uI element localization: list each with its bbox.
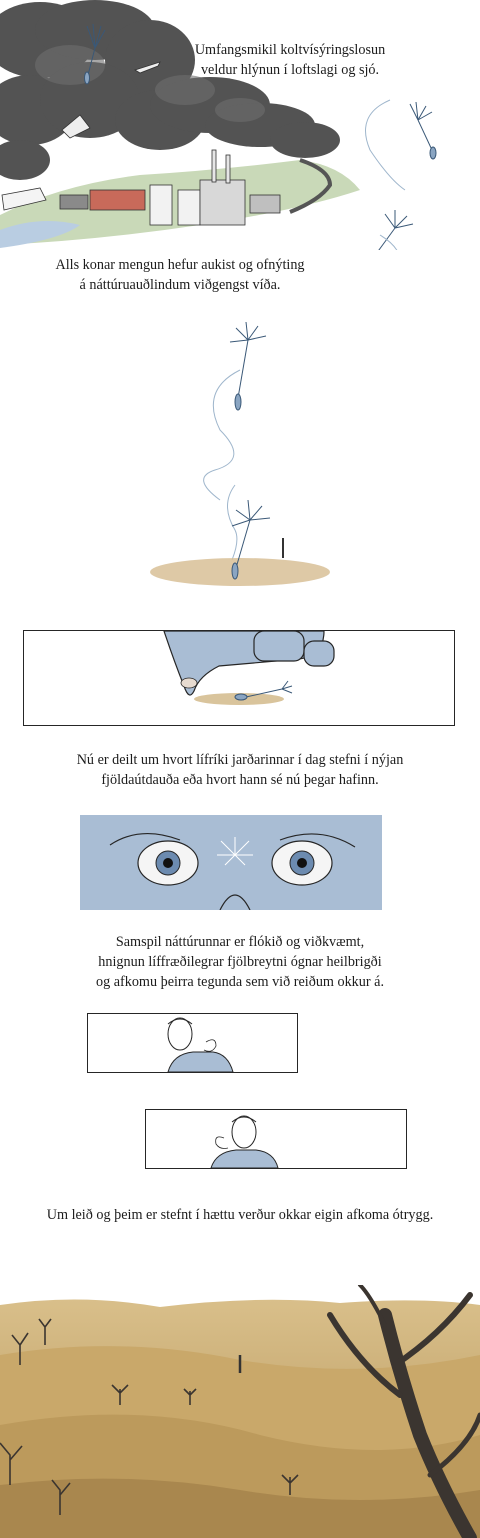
caption-pollution: Alls konar mengun hefur aukist og ofnýting á náttúruauðlindum viðgengst víða. <box>55 257 305 293</box>
wind-trail <box>366 100 406 190</box>
caption-emissions: Umfangsmikil koltvísýringslosun veldur hlýnun í loftslagi og sjó. <box>194 42 386 78</box>
caption-extinction: Nú er deilt um hvort lífríki jarðarinnar í dag stefni í nýjan fjöldaútdauða eða hvort hann sé nú þegar hafinn. <box>76 752 404 788</box>
falling-seed-illustration <box>140 310 340 600</box>
right-eye <box>272 841 332 885</box>
dandelion-seed-icon <box>364 210 413 250</box>
wind-trail <box>380 235 401 250</box>
head <box>232 1116 256 1148</box>
motion-lines <box>216 1137 228 1149</box>
hand-panel <box>23 630 455 726</box>
eyes-panel <box>80 815 382 910</box>
dandelion-seed-icon <box>230 322 266 410</box>
left-eye <box>138 841 198 885</box>
dandelion-seed-icon <box>217 837 253 865</box>
man-panel-left <box>87 1013 298 1073</box>
shoulders <box>168 1052 233 1072</box>
caption-biodiversity: Samspil náttúrunnar er flókið og viðkvæmt, hnignun líffræðilegrar fjölbreytni ógnar heilbrigði og afkomu þeirra tegunda sem við reiðum okkur á. <box>95 934 384 990</box>
wind-trail <box>204 370 240 500</box>
man-panel-right <box>145 1109 407 1169</box>
shoulders <box>211 1150 278 1168</box>
desert-landscape <box>0 1285 480 1538</box>
head <box>168 1018 192 1050</box>
pollution-illustration <box>0 0 480 250</box>
caption-livelihood: Um leið og þeim er stefnt í hættu verður okkar eigin afkoma ótrygg. <box>46 1207 434 1223</box>
dandelion-seed-icon <box>410 102 436 159</box>
sand-patch <box>150 558 330 586</box>
motion-lines <box>204 1040 216 1052</box>
wind-trail <box>228 485 237 560</box>
